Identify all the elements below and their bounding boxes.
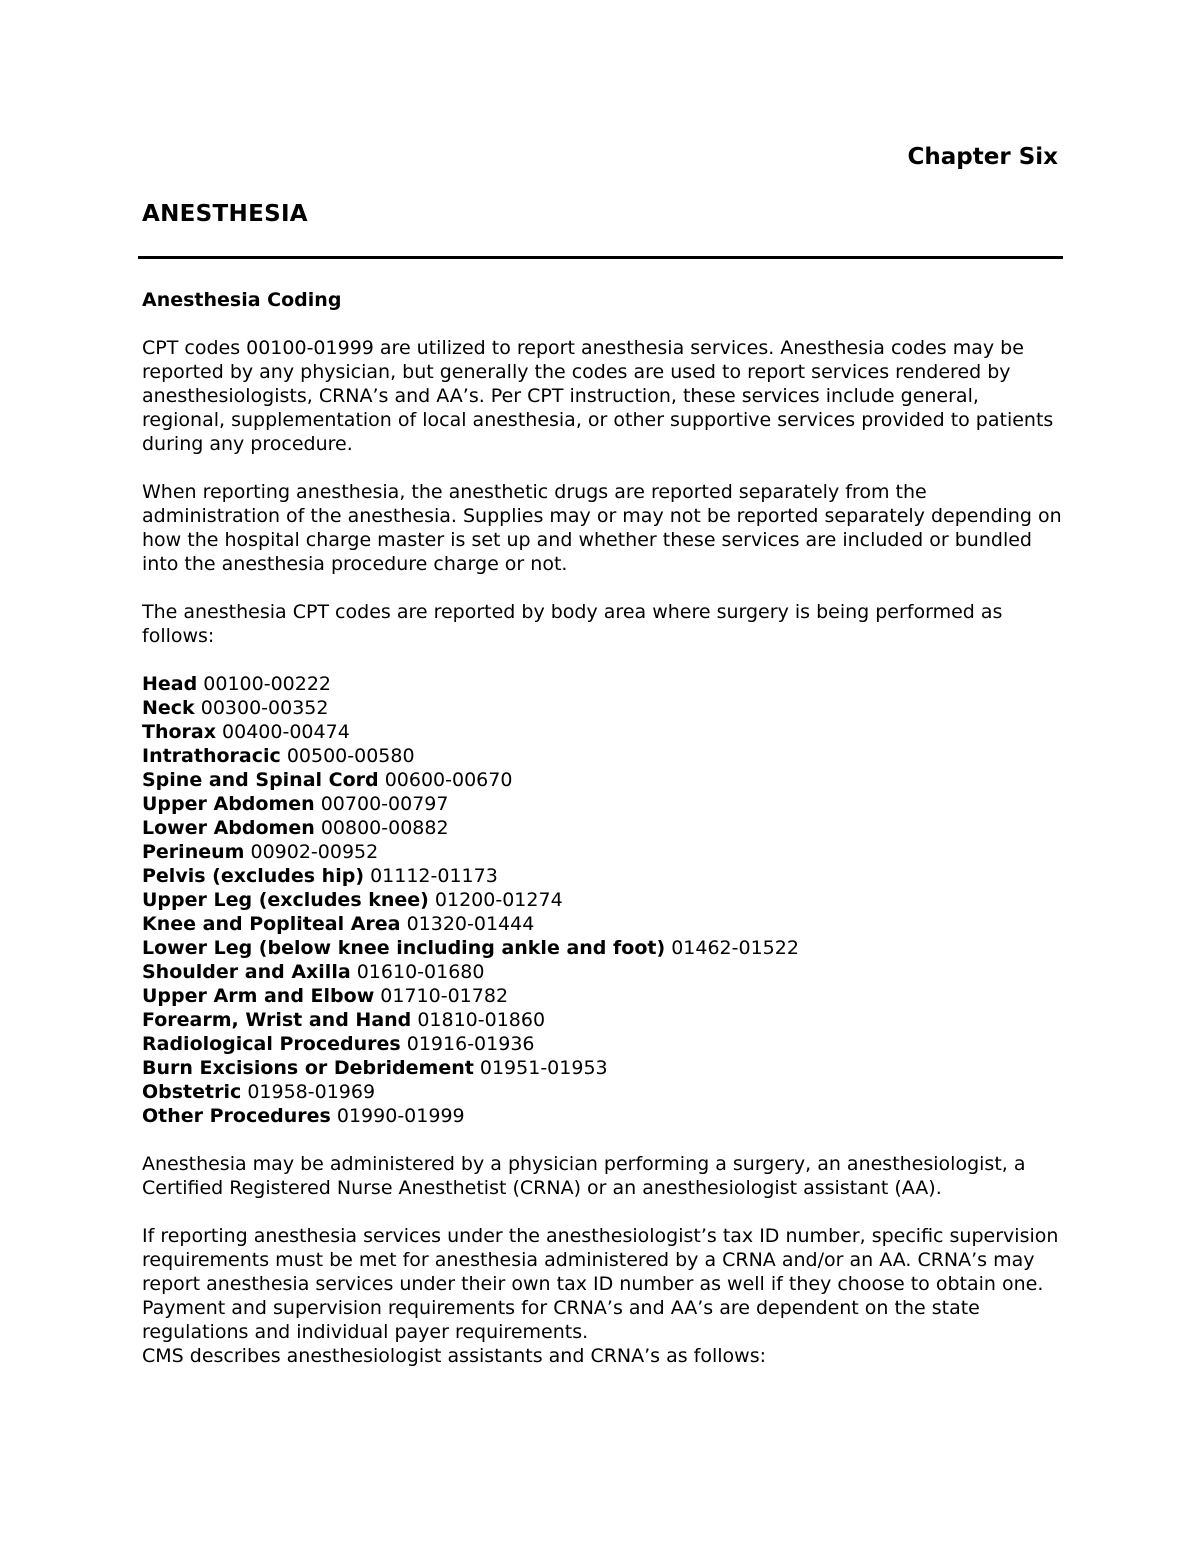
- list-item: [142, 768, 1067, 792]
- section-heading: Anesthesia Coding: [142, 289, 342, 311]
- code-range: 00902-00952: [250, 841, 379, 863]
- code-range: 01916-01936: [406, 1033, 535, 1055]
- list-item: [142, 1008, 1067, 1032]
- code-range: 00600-00670: [384, 769, 513, 791]
- body-area-label: Forearm, Wrist and Hand: [142, 1009, 412, 1031]
- body-area-label: Lower Abdomen: [142, 817, 315, 839]
- code-range-list: [142, 672, 1067, 1128]
- code-range: 01990-01999: [336, 1105, 465, 1127]
- list-item: [142, 912, 1067, 936]
- spacer: [142, 312, 1067, 336]
- list-item: [142, 1104, 1067, 1128]
- body-area-label: Upper Leg (excludes knee): [142, 889, 429, 911]
- list-item: [142, 960, 1067, 984]
- paragraph-intro: CPT codes 00100-01999 are utilized to report anesthesia services. Anesthesia codes may be reported by any physician, but generally the codes are used to report services rendered by anesthesiologists, CRNA’s and AA’s. Per CPT instruction, these services include general, regional, supplementation of local anesthesia, or other supportive services provided to patients during any procedure.: [142, 337, 1054, 455]
- body-area-label: Pelvis (excludes hip): [142, 865, 365, 887]
- body-area-label: Radiological Procedures: [142, 1033, 401, 1055]
- code-range: 01462-01522: [671, 937, 799, 959]
- spacer: [142, 648, 1067, 672]
- body-area-label: Other Procedures: [142, 1105, 331, 1127]
- body-area-label: Knee and Popliteal Area: [142, 913, 401, 935]
- paragraph-cms: CMS describes anesthesiologist assistants and CRNA’s as follows:: [142, 1345, 767, 1367]
- list-item: [142, 888, 1067, 912]
- title-divider: [138, 256, 1063, 259]
- list-item: [142, 720, 1067, 744]
- code-range: 01958-01969: [247, 1081, 376, 1103]
- spacer: [142, 456, 1067, 480]
- code-range: 00700-00797: [320, 793, 449, 815]
- code-range: 01951-01953: [479, 1057, 608, 1079]
- code-range: 00400-00474: [222, 721, 350, 743]
- code-range: 00300-00352: [200, 697, 329, 719]
- paragraph-body-area: The anesthesia CPT codes are reported by body area where surgery is being performed as follows:: [142, 601, 1003, 647]
- code-range: 01200-01274: [434, 889, 563, 911]
- list-item: [142, 816, 1067, 840]
- list-item: [142, 840, 1067, 864]
- body-area-label: Neck: [142, 697, 195, 719]
- code-range: 01610-01680: [356, 961, 485, 983]
- spacer: [142, 1128, 1067, 1152]
- body-area-label: Shoulder and Axilla: [142, 961, 351, 983]
- code-range: 01810-01860: [417, 1009, 546, 1031]
- page-title: ANESTHESIA: [142, 201, 308, 227]
- list-item: [142, 672, 1067, 696]
- paragraph-supervision: If reporting anesthesia services under the anesthesiologist’s tax ID number, specific supervision requirements must be met for anesthesia administered by a CRNA and/or an AA. CRNA’s may report anesthesia services under their own tax ID number as well if they choose to obtain one. Payment and supervision requirements for CRNA’s and AA’s are dependent on the state regulations and individual payer requirements.: [142, 1225, 1059, 1343]
- list-item: [142, 984, 1067, 1008]
- code-range: 01320-01444: [406, 913, 535, 935]
- body-area-label: Lower Leg (below knee including ankle and foot): [142, 937, 666, 959]
- body-area-label: Upper Arm and Elbow: [142, 985, 375, 1007]
- body-area-label: Burn Excisions or Debridement: [142, 1057, 474, 1079]
- body-area-label: Upper Abdomen: [142, 793, 315, 815]
- code-range: 01710-01782: [380, 985, 509, 1007]
- body-area-label: Thorax: [142, 721, 216, 743]
- spacer: [142, 1200, 1067, 1224]
- list-item: [142, 936, 1067, 960]
- main-content: [142, 288, 1067, 1368]
- list-item: [142, 1032, 1067, 1056]
- paragraph-administered-by: Anesthesia may be administered by a physician performing a surgery, an anesthesiologist, a Certified Registered Nurse Anesthetist (CRNA) or an anesthesiologist assistant (AA).: [142, 1153, 1026, 1199]
- body-area-label: Intrathoracic: [142, 745, 281, 767]
- code-range: 00100-00222: [203, 673, 332, 695]
- list-item: [142, 1080, 1067, 1104]
- body-area-label: Head: [142, 673, 198, 695]
- paragraph-drugs: When reporting anesthesia, the anesthetic drugs are reported separately from the administration of the anesthesia. Supplies may or may not be reported separately depending on how the hospital charge master is set up and whether these services are included or bundled into the anesthesia procedure charge or not.: [142, 481, 1062, 575]
- list-item: [142, 1056, 1067, 1080]
- code-range: 01112-01173: [370, 865, 498, 887]
- chapter-label: Chapter Six: [907, 144, 1058, 170]
- list-item: [142, 864, 1067, 888]
- body-area-label: Obstetric: [142, 1081, 242, 1103]
- code-range: 00500-00580: [286, 745, 415, 767]
- body-area-label: Perineum: [142, 841, 245, 863]
- list-item: [142, 792, 1067, 816]
- list-item: [142, 744, 1067, 768]
- body-area-label: Spine and Spinal Cord: [142, 769, 379, 791]
- spacer: [142, 576, 1067, 600]
- list-item: [142, 696, 1067, 720]
- code-range: 00800-00882: [320, 817, 449, 839]
